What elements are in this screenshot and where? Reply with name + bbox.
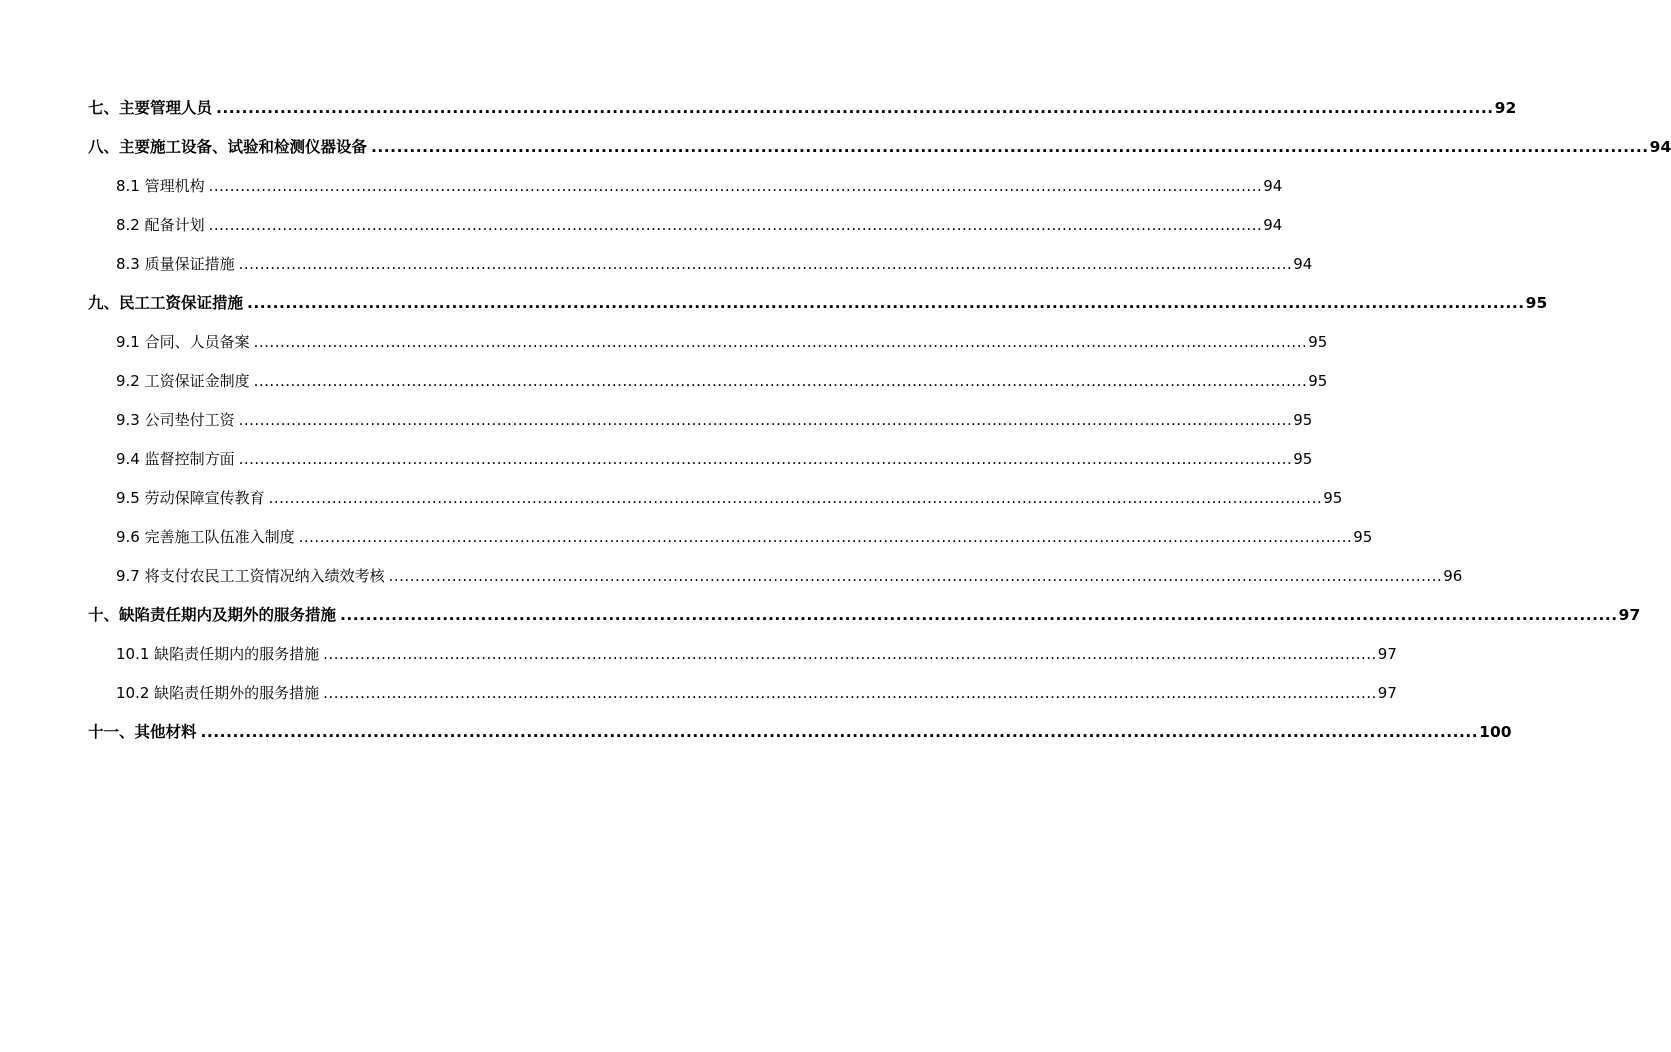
toc-entry-title: 8.2 配备计划 [116, 216, 205, 234]
toc-entry-title: 十一、其他材料 [88, 723, 197, 741]
toc-entry-page: 95 [1308, 333, 1328, 351]
toc-entry[interactable] [88, 284, 1548, 323]
toc-leader-dots: ........................................................................................................................................................................................................ [208, 216, 1263, 234]
toc-entry-title: 9.7 将支付农民工工资情况纳入绩效考核 [116, 567, 385, 585]
toc-entry-page: 95 [1293, 411, 1313, 429]
toc-leader-dots: ........................................................................................................................................................................................................ [216, 99, 1494, 117]
toc-entry[interactable] [88, 362, 1328, 401]
toc-leader-dots: ........................................................................................................................................................................................................ [253, 333, 1308, 351]
toc-entry[interactable] [88, 440, 1313, 479]
toc-entry-title: 8.1 管理机构 [116, 177, 205, 195]
toc-entry-title: 9.5 劳动保障宣传教育 [116, 489, 265, 507]
toc-entry[interactable] [88, 167, 1283, 206]
toc-leader-dots: ........................................................................................................................................................................................................ [238, 411, 1293, 429]
toc-entry[interactable] [88, 245, 1313, 284]
toc-entry-title: 9.2 工资保证金制度 [116, 372, 250, 390]
toc-entry-title: 9.1 合同、人员备案 [116, 333, 250, 351]
toc-entry-page: 95 [1525, 294, 1548, 312]
toc-entry[interactable] [88, 713, 1512, 752]
toc-leader-dots: ........................................................................................................................................................................................................ [238, 255, 1293, 273]
toc-leader-dots: ........................................................................................................................................................................................................ [247, 294, 1525, 312]
toc-entry-title: 9.6 完善施工队伍准入制度 [116, 528, 295, 546]
toc-entry[interactable] [88, 557, 1463, 596]
toc-entry-page: 97 [1377, 684, 1397, 702]
toc-entry[interactable] [88, 323, 1328, 362]
toc-entry-page: 94 [1293, 255, 1313, 273]
toc-entry-page: 94 [1649, 138, 1671, 156]
toc-entry-page: 94 [1263, 216, 1283, 234]
toc-leader-dots: ........................................................................................................................................................................................................ [208, 177, 1263, 195]
toc-entry-page: 95 [1353, 528, 1373, 546]
toc-entry[interactable] [88, 635, 1397, 674]
toc-entry[interactable] [88, 206, 1283, 245]
toc-entry-title: 八、主要施工设备、试验和检测仪器设备 [88, 138, 368, 156]
toc-entry[interactable] [88, 596, 1641, 635]
toc-entry-title: 10.1 缺陷责任期内的服务措施 [116, 645, 320, 663]
toc-entry-title: 9.3 公司垫付工资 [116, 411, 235, 429]
toc-entry[interactable] [88, 89, 1517, 128]
toc-entry-title: 七、主要管理人员 [88, 99, 213, 117]
toc-entry-title: 8.3 质量保证措施 [116, 255, 235, 273]
toc-leader-dots: ........................................................................................................................................................................................................ [323, 645, 1377, 663]
toc-entry-title: 10.2 缺陷责任期外的服务措施 [116, 684, 320, 702]
toc-entry[interactable] [88, 128, 1671, 167]
toc-leader-dots: ........................................................................................................................................................................................................ [371, 138, 1649, 156]
toc-entry[interactable] [88, 479, 1343, 518]
toc-leader-dots: ........................................................................................................................................................................................................ [298, 528, 1353, 546]
toc-entry-page: 95 [1323, 489, 1343, 507]
toc-leader-dots: ........................................................................................................................................................................................................ [388, 567, 1443, 585]
toc-entry-page: 96 [1443, 567, 1463, 585]
toc-entry-page: 95 [1293, 450, 1313, 468]
toc-leader-dots: ........................................................................................................................................................................................................ [238, 450, 1293, 468]
toc-entry-page: 97 [1618, 606, 1641, 624]
toc-entry-page: 94 [1263, 177, 1283, 195]
toc-entry-title: 九、民工工资保证措施 [88, 294, 244, 312]
toc-leader-dots: ........................................................................................................................................................................................................ [253, 372, 1308, 390]
toc-leader-dots: ........................................................................................................................................................................................................ [323, 684, 1377, 702]
toc-entry-page: 100 [1479, 723, 1512, 741]
toc-entry[interactable] [88, 401, 1313, 440]
toc-entry-title: 9.4 监督控制方面 [116, 450, 235, 468]
toc-entry[interactable] [88, 518, 1373, 557]
table-of-contents [88, 89, 1671, 752]
toc-entry-page: 95 [1308, 372, 1328, 390]
toc-entry-page: 97 [1377, 645, 1397, 663]
toc-leader-dots: ........................................................................................................................................................................................................ [200, 723, 1479, 741]
toc-entry[interactable] [88, 674, 1397, 713]
toc-leader-dots: ........................................................................................................................................................................................................ [268, 489, 1323, 507]
toc-entry-page: 92 [1494, 99, 1517, 117]
toc-entry-title: 十、缺陷责任期内及期外的服务措施 [88, 606, 337, 624]
toc-leader-dots: ........................................................................................................................................................................................................ [340, 606, 1618, 624]
